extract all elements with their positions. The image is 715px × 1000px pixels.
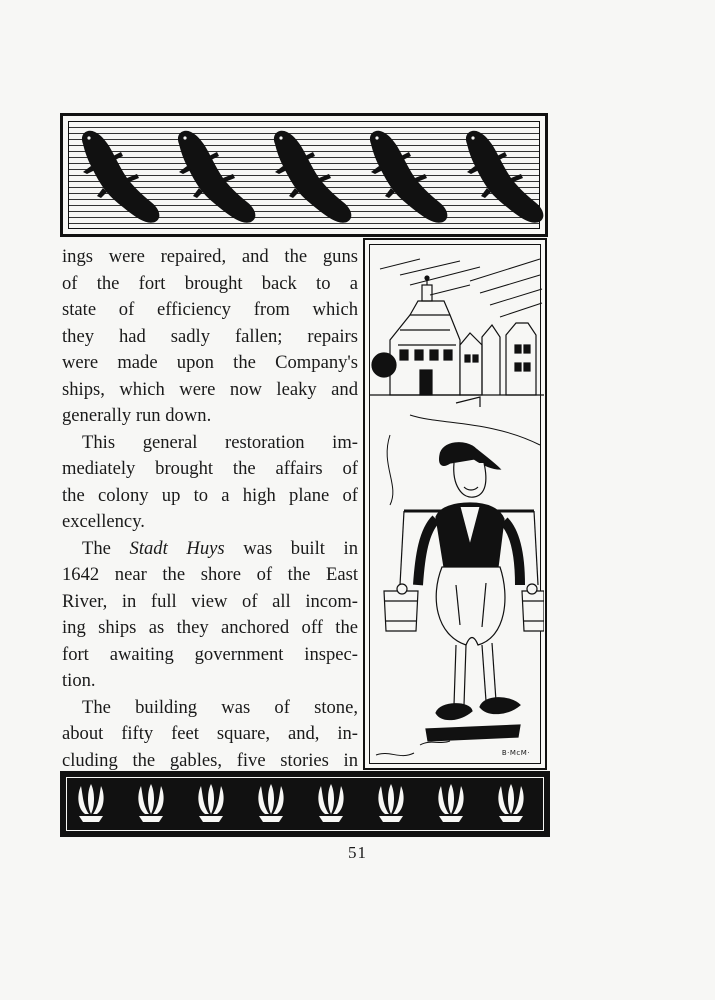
beaver-icon xyxy=(274,131,351,223)
tulip-icon xyxy=(198,784,223,822)
town-buildings-icon xyxy=(370,276,544,407)
text-run: was built in xyxy=(224,537,358,559)
text-line: 1642 near the shore of the East xyxy=(62,564,358,585)
tulip-icon xyxy=(378,784,403,822)
text-run: The xyxy=(82,537,130,559)
text-line: ships, which were now leaky and xyxy=(62,378,358,400)
text-line: This general restoration im- xyxy=(82,431,358,453)
text-line: cluding the gables, five stories in xyxy=(62,749,358,771)
tulip-icon xyxy=(438,784,463,822)
beaver-icon xyxy=(178,131,255,223)
body-text xyxy=(62,244,358,774)
dutch-boy-illustration xyxy=(370,245,544,767)
tulip-icon xyxy=(78,784,103,822)
text-line: they had sadly fallen; repairs xyxy=(62,325,358,347)
illustration-panel xyxy=(363,238,547,770)
beaver-frieze xyxy=(69,122,545,234)
text-line: River, in full view of all incom- xyxy=(62,590,358,612)
paragraph-3 xyxy=(62,536,358,695)
text-line: ings were repaired, and the guns xyxy=(62,246,358,267)
text-line: were made upon the Company's xyxy=(62,352,358,373)
sky-lines-icon xyxy=(380,259,542,317)
beaver-icon xyxy=(370,131,447,223)
text-line: the colony up to a high plane of xyxy=(62,484,358,506)
tulip-icon xyxy=(258,784,283,822)
bottom-border-band xyxy=(60,771,550,837)
text-line xyxy=(62,536,358,563)
tulip-icon xyxy=(498,784,523,822)
beaver-icon xyxy=(466,131,543,223)
top-border-band xyxy=(60,113,548,237)
paragraph-2 xyxy=(62,430,358,536)
tulip-icon xyxy=(318,784,343,822)
illustrator-signature: B·McM· xyxy=(501,749,530,757)
text-line: about fifty feet square, and, in- xyxy=(62,723,358,744)
paragraph-4 xyxy=(62,695,358,775)
tulip-band-inner xyxy=(66,777,544,831)
text-line: The building was of stone, xyxy=(82,696,358,718)
ground-lines-icon xyxy=(376,741,450,756)
text-line: excellency. xyxy=(62,511,145,532)
beaver-icon xyxy=(82,131,159,223)
hatched-background xyxy=(68,121,540,229)
text-line: ing ships as they anchored off the xyxy=(62,617,358,638)
text-line: generally run down. xyxy=(62,405,212,426)
paragraph-1 xyxy=(62,244,358,430)
illustration-frame xyxy=(369,244,541,764)
italic-title: Stadt Huys xyxy=(129,537,225,559)
tulip-frieze xyxy=(67,778,543,830)
text-line: of the fort brought back to a xyxy=(62,272,358,294)
text-line: tion. xyxy=(62,670,96,691)
text-line: fort awaiting government inspec- xyxy=(62,643,358,665)
dutch-boy-icon xyxy=(384,443,544,741)
tulip-icon xyxy=(138,784,163,822)
text-line: mediately brought the affairs of xyxy=(62,458,358,479)
page-number: 51 xyxy=(348,843,367,862)
text-line: state of efficiency from which xyxy=(62,299,358,320)
